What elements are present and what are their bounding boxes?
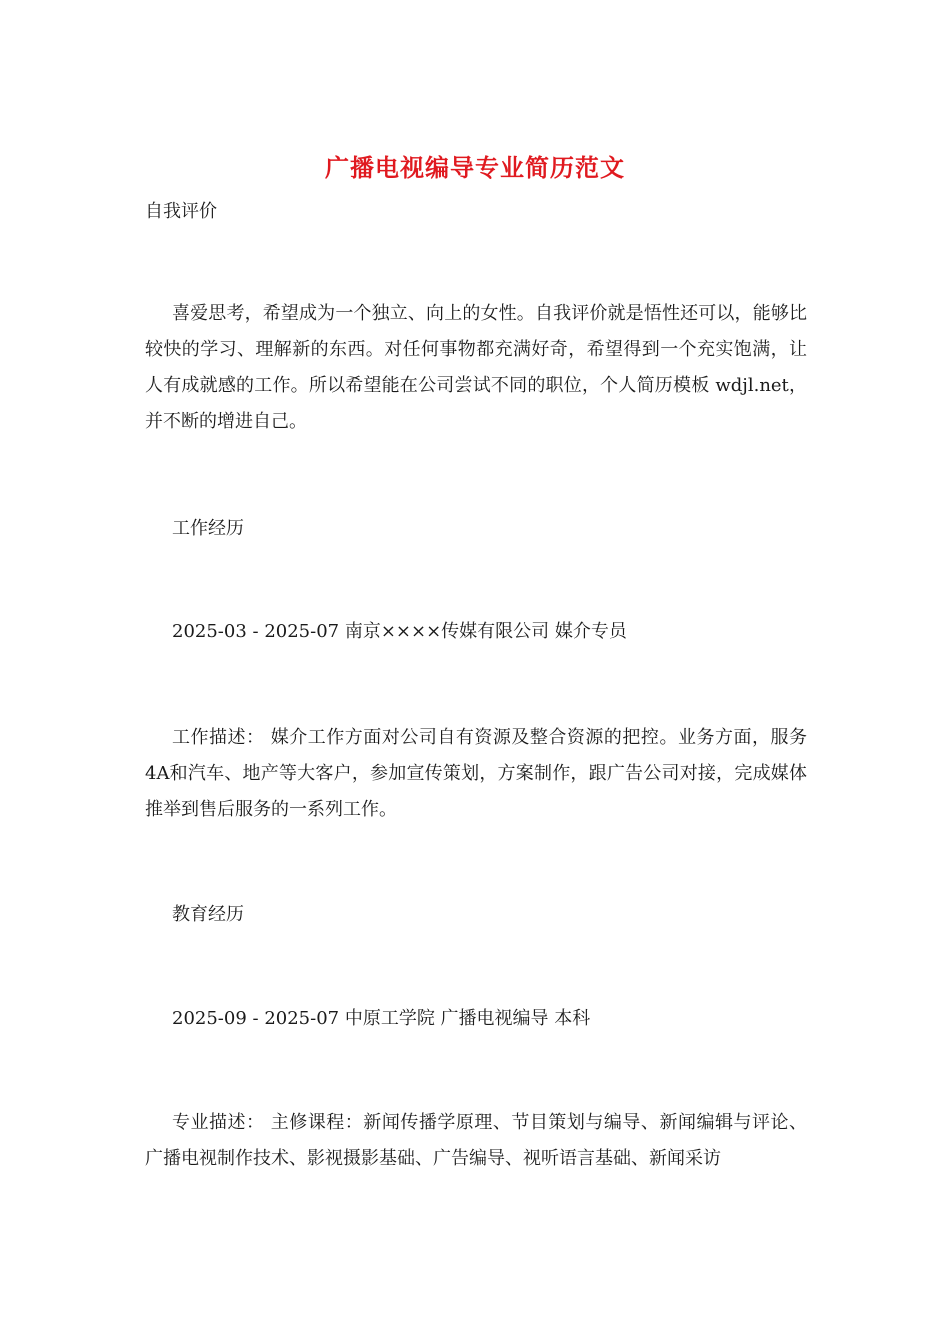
major-description: 专业描述： 主修课程：新闻传播学原理、节目策划与编导、新闻编辑与评论、广播电视制作技术、影视摄影基础、广告编导、视听语言基础、新闻采访 — [145, 1112, 807, 1169]
education-heading: 教育经历 — [172, 904, 244, 925]
work-heading: 工作经历 — [172, 518, 244, 539]
self-eval-heading: 自我评价 — [145, 201, 217, 222]
work-entry: 2025-03 - 2025-07 南京××××传媒有限公司 媒介专员 — [172, 621, 627, 642]
self-eval-paragraph: 喜爱思考，希望成为一个独立、向上的女性。自我评价就是悟性还可以，能够比较快的学习、理解新的东西。对任何事物都充满好奇，希望得到一个充实饱满，让人有成就感的工作。所以希望能在公司尝试不同的职位，个人简历模板 wdjl.net，并不断的增进自己。 — [145, 303, 807, 432]
education-entry: 2025-09 - 2025-07 中原工学院 广播电视编导 本科 — [172, 1008, 591, 1029]
document-title: 广播电视编导专业简历范文 — [325, 153, 625, 182]
work-description: 工作描述： 媒介工作方面对公司自有资源及整合资源的把控。业务方面，服务4A和汽车、地产等大客户，参加宣传策划，方案制作，跟广告公司对接，完成媒体推举到售后服务的一系列工作。 — [145, 727, 807, 820]
